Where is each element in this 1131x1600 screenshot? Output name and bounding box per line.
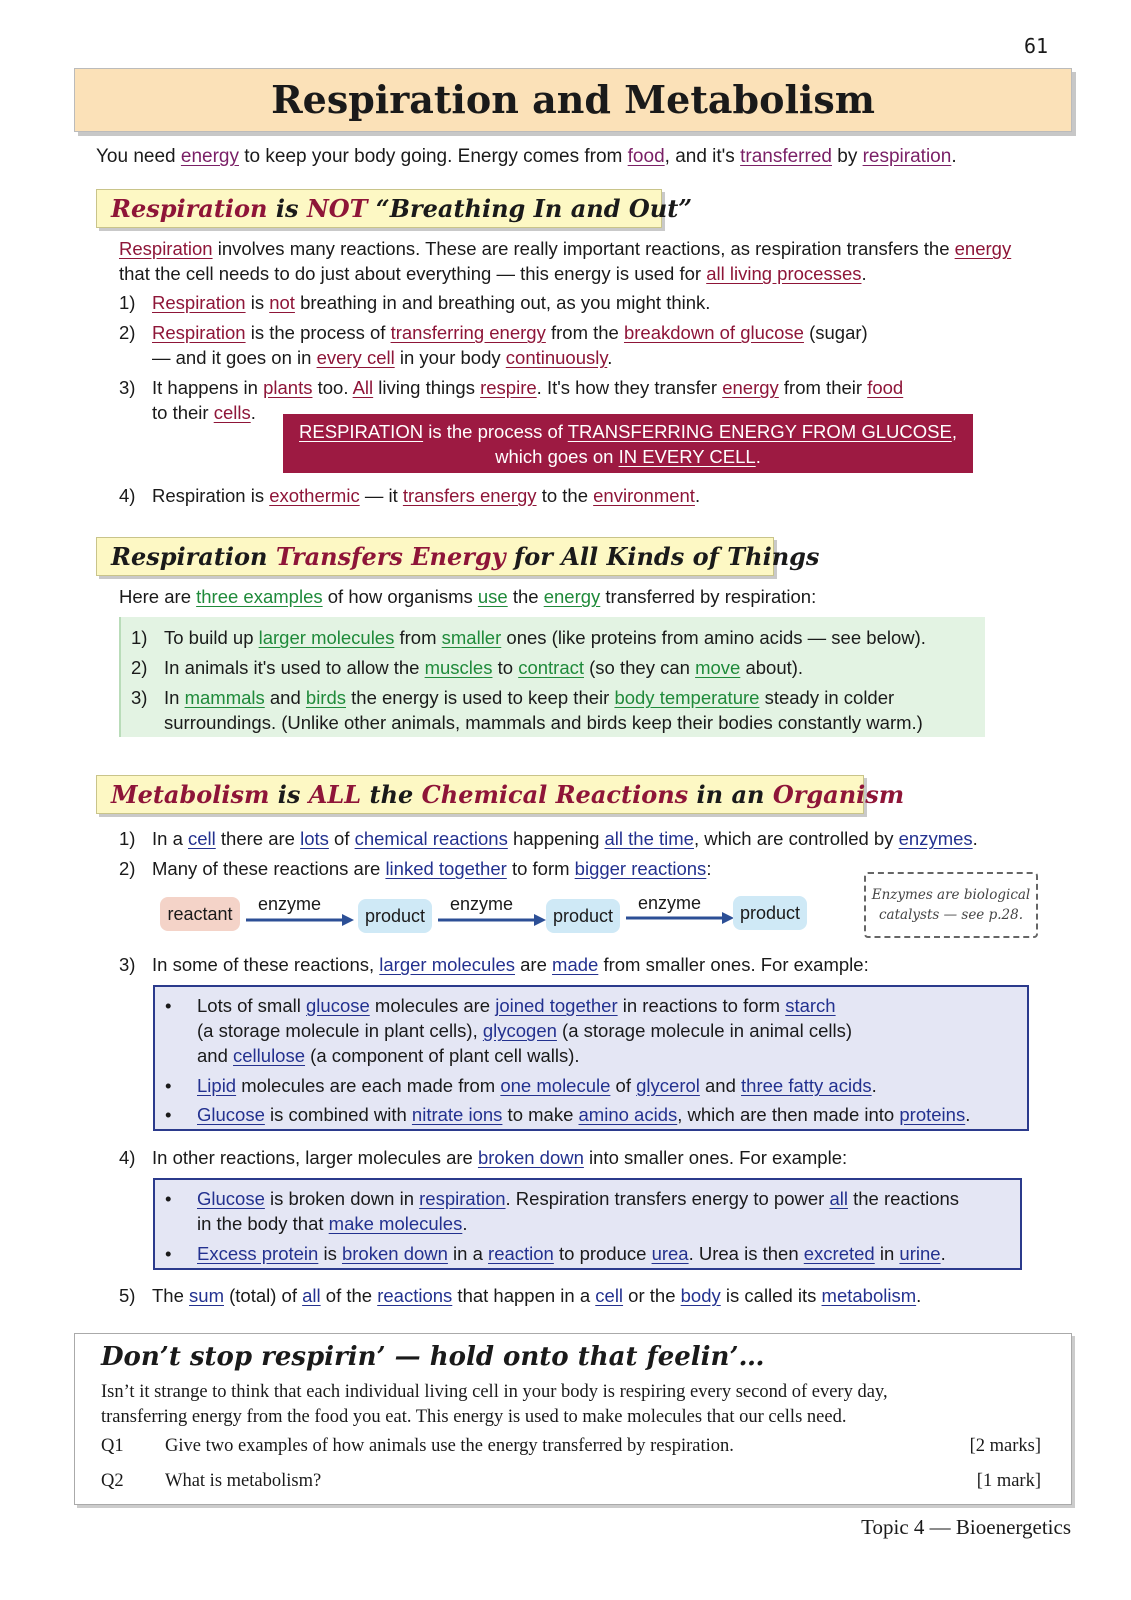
question-1: Q1 Give two examples of how animals use the energy transferred by respiration. [2 marks] xyxy=(101,1436,1041,1456)
list-item: 2) In animals it's used to allow the muscles to contract (so they can move about). xyxy=(131,657,804,678)
list-item: 5) The sum (total) of all of the reactions that happen in a cell or the body is called its metabolism. xyxy=(119,1285,922,1306)
list-item: 3) In mammals and birds the energy is used to keep their body temperature steady in colder surroundings. (Unlike other animals, mammals and birds keep their bodies constantly warm.) xyxy=(131,687,923,733)
section1-paragraph: Respiration involves many reactions. These are really important reactions, as respiration transfers the energy that the cell needs to do just about everything — this energy is used for all living processes. xyxy=(119,238,1012,284)
list-item: • Lipid molecules are each made from one molecule of glycerol and three fatty acids. xyxy=(165,1075,877,1096)
section-heading-respiration-transfers-energy: Respiration Transfers Energy for All Kinds of Things xyxy=(96,537,774,576)
summary-heading: Don’t stop respirin’ — hold onto that feelin’… xyxy=(101,1342,765,1372)
list-item: 1) Respiration is not breathing in and breathing out, as you might think. xyxy=(119,292,711,313)
product-box: product xyxy=(733,896,807,930)
list-item: • Excess protein is broken down in a reaction to produce urea. Urea is then excreted in urine. xyxy=(165,1243,946,1264)
list-item: 4) Respiration is exothermic — it transfers energy to the environment. xyxy=(119,485,701,506)
page-number: 61 xyxy=(1024,34,1049,58)
list-item: 1) In a cell there are lots of chemical reactions happening all the time, which are controlled by enzymes. xyxy=(119,828,978,849)
summary-paragraph: Isn’t it strange to think that each individual living cell in your body is respiring every second of every day, transferring energy from the food you eat. This energy is used to make molecules that our cells need. xyxy=(101,1382,888,1427)
page-title-banner xyxy=(74,68,1072,132)
list-item: 2) Many of these reactions are linked together to form bigger reactions: xyxy=(119,858,712,879)
arrow-right-icon xyxy=(624,910,736,926)
synthesis-examples-box xyxy=(153,985,1029,1131)
enzyme-label: enzyme xyxy=(450,894,514,914)
list-item: 3) In some of these reactions, larger molecules are made from smaller ones. For example: xyxy=(119,954,869,975)
list-item: 3) It happens in plants too. All living things respire. It's how they transfer energy from their food to their cells. xyxy=(119,377,904,423)
examples-box xyxy=(119,617,985,737)
enzyme-label: enzyme xyxy=(638,893,702,913)
product-box: product xyxy=(546,899,620,933)
list-item: • Glucose is combined with nitrate ions to make amino acids, which are then made into proteins. xyxy=(165,1104,971,1125)
product-box: product xyxy=(358,899,432,933)
arrow-right-icon xyxy=(244,912,356,928)
enzymes-side-note: Enzymes are biological catalysts — see p.28. xyxy=(864,872,1038,938)
list-item: 1) To build up larger molecules from smaller ones (like proteins from amino acids — see below). xyxy=(131,627,926,648)
summary-box xyxy=(74,1333,1072,1505)
section-heading-respiration-not-breathing: Respiration is NOT “Breathing In and Out” xyxy=(96,189,662,228)
page-title: Respiration and Metabolism xyxy=(271,77,875,122)
section-heading-metabolism: Metabolism is ALL the Chemical Reactions in an Organism xyxy=(96,775,864,814)
page-footer: Topic 4 — Bioenergetics xyxy=(861,1515,1071,1539)
section2-lead: Here are three examples of how organisms use the energy transferred by respiration: xyxy=(119,586,817,607)
list-item: 2) Respiration is the process of transferring energy from the breakdown of glucose (sugar) — and it goes on in every cell in your body continuously. xyxy=(119,322,868,368)
reaction-chain-diagram xyxy=(160,890,810,940)
respiration-definition-callout: RESPIRATION is the process of TRANSFERRING ENERGY FROM GLUCOSE, which goes on IN EVERY CELL. xyxy=(283,414,973,473)
question-2: Q2 What is metabolism? [1 mark] xyxy=(101,1471,1041,1491)
arrow-right-icon xyxy=(436,912,548,928)
intro-text: You need energy to keep your body going. Energy comes from food, and it's transferred by respiration. xyxy=(96,146,957,167)
reactant-box: reactant xyxy=(160,897,240,931)
list-item: • Glucose is broken down in respiration. Respiration transfers energy to power all the reactions in the body that make molecules. xyxy=(165,1188,960,1234)
list-item: • Lots of small glucose molecules are joined together in reactions to form starch (a storage molecule in plant cells), glycogen (a storage molecule in animal cells) and cellulose (a component of plant cell walls). xyxy=(165,995,853,1066)
breakdown-examples-box xyxy=(153,1178,1022,1270)
enzyme-label: enzyme xyxy=(258,894,322,914)
list-item: 4) In other reactions, larger molecules are broken down into smaller ones. For example: xyxy=(119,1147,848,1168)
